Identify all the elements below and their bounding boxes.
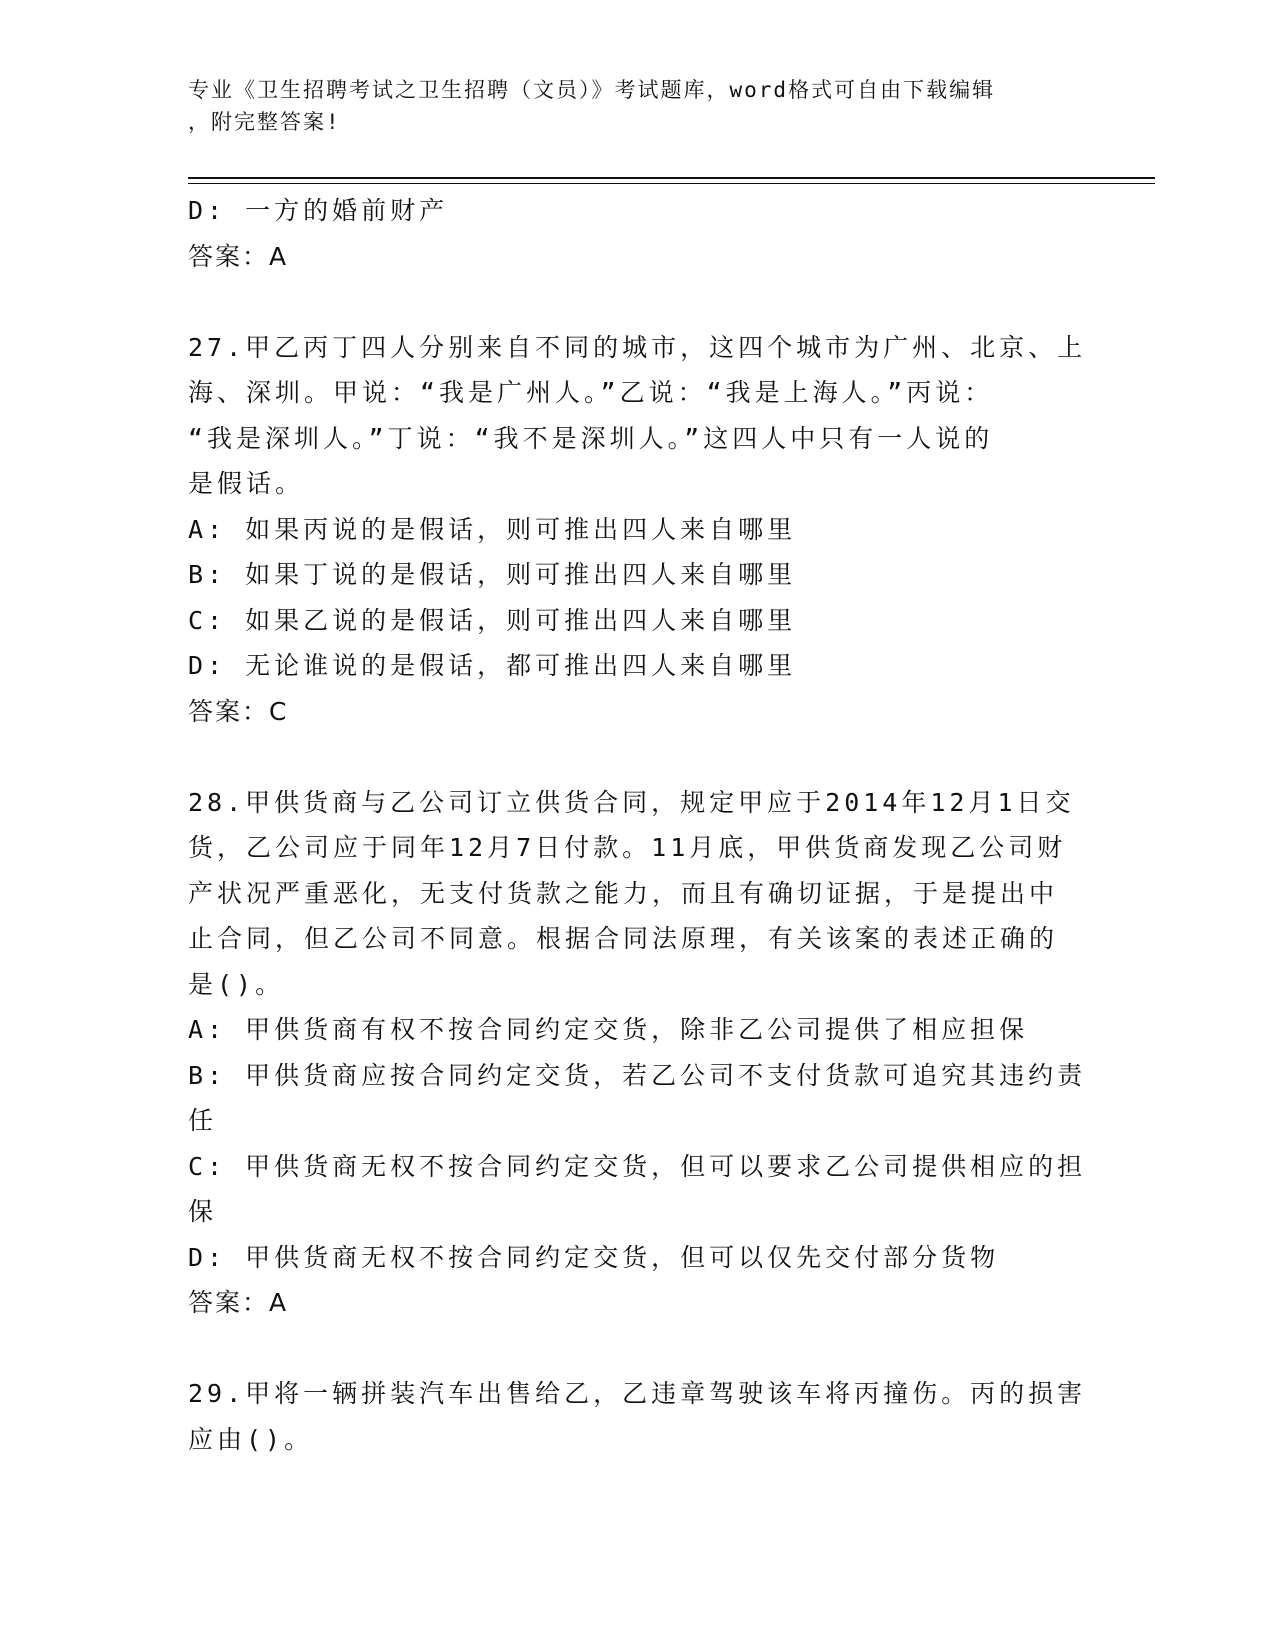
question-stem [188, 325, 1088, 507]
answer-line: 答案：A [188, 1288, 289, 1317]
question-content [188, 188, 1088, 1462]
block-spacer [188, 734, 1088, 780]
question-stem-line: 海、深圳。甲说：“我是广州人。”乙说：“我是上海人。”丙说： [188, 378, 994, 407]
block-spacer [188, 279, 1088, 325]
question-stem-line: 是假话。 [188, 469, 305, 498]
question-stem [188, 780, 1088, 1008]
option-line: D: 无论谁说的是假话，都可推出四人来自哪里 [188, 651, 797, 680]
option-line: C: 如果乙说的是假话，则可推出四人来自哪里 [188, 605, 797, 635]
header-line-2: ，附完整答案! [188, 110, 341, 134]
block-spacer [188, 1326, 1088, 1372]
page-header [188, 74, 1088, 138]
option-line: A: 甲供货商有权不按合同约定交货，除非乙公司提供了相应担保 [188, 1015, 1029, 1044]
option-line: D: 甲供货商无权不按合同约定交货，但可以仅先交付部分货物 [188, 1242, 1000, 1272]
answer-line: 答案：C [188, 696, 289, 726]
question-stem-line: 产状况严重恶化，无支付货款之能力，而且有确切证据，于是提出中 [188, 878, 1059, 908]
question-stem-line: 29.甲将一辆拼装汽车出售给乙，乙违章驾驶该车将丙撞伤。丙的损害 [188, 1379, 1087, 1408]
option-line: B: 甲供货商应按合同约定交货，若乙公司不支付货款可追究其违约责 任 [188, 1060, 1087, 1135]
option-line: D: 一方的婚前财产 [188, 196, 449, 225]
option-line: A: 如果丙说的是假话，则可推出四人来自哪里 [188, 514, 797, 544]
question-stem [188, 1371, 1088, 1462]
question-stem-line: 止合同，但乙公司不同意。根据合同法原理，有关该案的表述正确的 [188, 924, 1059, 953]
question-stem-line: 应由()。 [188, 1424, 314, 1454]
header-line-1: 专业《卫生招聘考试之卫生招聘（文员）》考试题库，word格式可自由下载编辑 [188, 78, 996, 102]
question-stem-line: 是()。 [188, 969, 285, 999]
header-divider-thick [188, 177, 1155, 179]
option-line: C: 甲供货商无权不按合同约定交货，但可以要求乙公司提供相应的担 保 [188, 1151, 1087, 1226]
question-stem-line: 货，乙公司应于同年12月7日付款。11月底，甲供货商发现乙公司财 [188, 833, 1067, 862]
option-line: B: 如果丁说的是假话，则可推出四人来自哪里 [188, 560, 797, 589]
question-stem-line: 28.甲供货商与乙公司订立供货合同，规定甲应于2014年12月1日交 [188, 787, 1075, 817]
question-stem-line: “我是深圳人。”丁说：“我不是深圳人。”这四人中只有一人说的 [188, 423, 994, 453]
question-stem-line: 27.甲乙丙丁四人分别来自不同的城市，这四个城市为广州、北京、上 [188, 332, 1087, 362]
answer-line: 答案：A [188, 241, 289, 271]
header-divider-thin [188, 183, 1155, 184]
